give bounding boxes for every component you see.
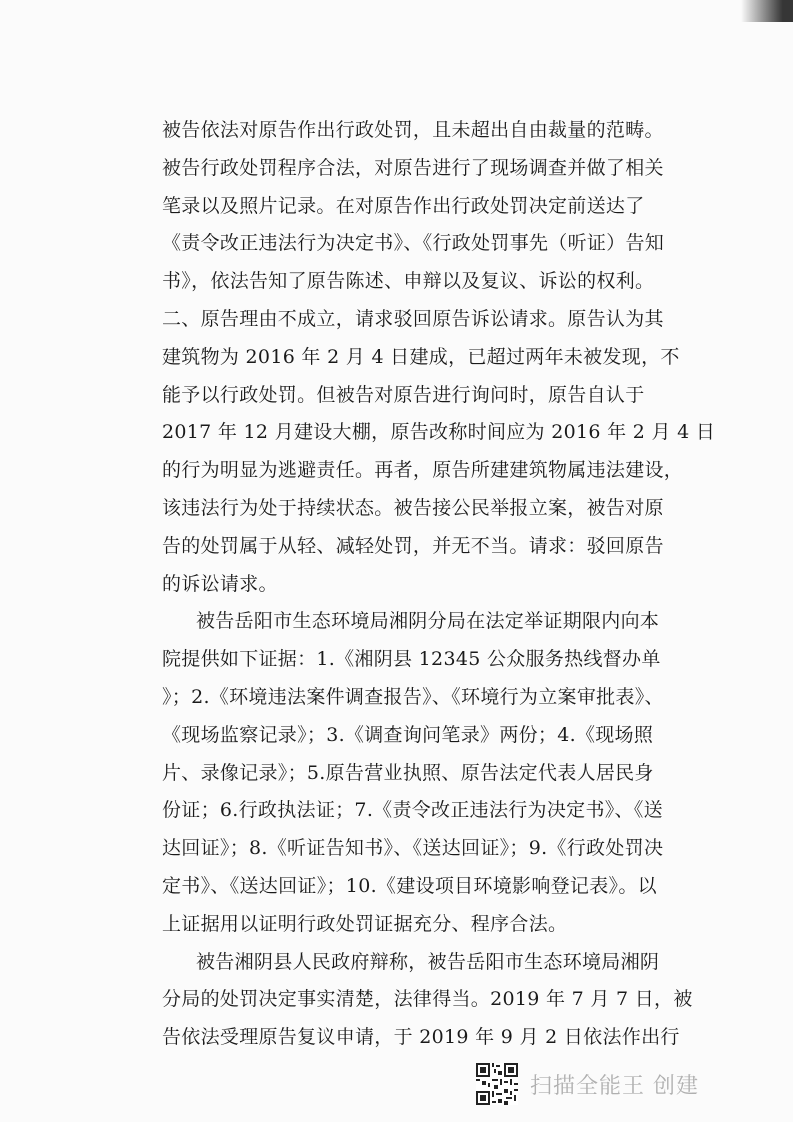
text-line: 笔录以及照片记录。在对原告作出行政处罚决定前送达了 bbox=[162, 194, 645, 217]
text-line: 告的处罚属于从轻、减轻处罚，并无不当。请求：驳回原告 bbox=[162, 534, 664, 557]
text-line: 建筑物为 2016 年 2 月 4 日建成，已超过两年未被发现，不 bbox=[162, 345, 680, 368]
text-line: 达回证》；8.《听证告知书》、《送达回证》；9.《行政处罚决 bbox=[162, 837, 664, 860]
document-body bbox=[162, 112, 722, 1057]
text-line: 定书》、《送达回证》；10.《建设项目环境影响登记表》。以 bbox=[162, 874, 657, 897]
qr-code-icon bbox=[476, 1063, 518, 1105]
text-line: 被告依法对原告作出行政处罚，且未超出自由裁量的范畴。 bbox=[162, 119, 664, 141]
text-line: 能予以行政处罚。但被告对原告进行询问时，原告自认于 bbox=[162, 383, 645, 406]
text-line: 的诉讼请求。 bbox=[162, 572, 278, 595]
paragraph-defense-reasons bbox=[162, 112, 722, 603]
text-line: 上证据用以证明行政处罚证据充分、程序合法。 bbox=[162, 912, 568, 935]
text-line: 》；2.《环境违法案件调查报告》、《环境行为立案审批表》、 bbox=[162, 685, 664, 708]
scanner-watermark bbox=[476, 1058, 699, 1110]
text-line: 的行为明显为逃避责任。再者，原告所建建筑物属违法建设， bbox=[162, 459, 684, 482]
text-line: 告依法受理原告复议申请，于 2019 年 9 月 2 日依法作出行 bbox=[162, 1026, 680, 1049]
text-line: 该违法行为处于持续状态。被告接公民举报立案，被告对原 bbox=[162, 496, 664, 519]
text-line: 《责令改正违法行为决定书》、《行政处罚事先（听证）告知 bbox=[162, 232, 665, 255]
text-line: 被告岳阳市生态环境局湘阴分局在法定举证期限内向本 bbox=[196, 610, 660, 633]
text-line: 片、录像记录》；5.原告营业执照、原告法定代表人居民身 bbox=[162, 761, 654, 784]
text-line: 分局的处罚决定事实清楚，法律得当。2019 年 7 月 7 日，被 bbox=[162, 988, 693, 1011]
text-line: 被告行政处罚程序合法，对原告进行了现场调查并做了相关 bbox=[162, 156, 664, 179]
text-line: 《现场监察记录》；3.《调查询问笔录》两份；4.《现场照 bbox=[162, 723, 654, 746]
text-line: 2017 年 12 月建设大棚，原告改称时间应为 2016 年 2 月 4 日 bbox=[162, 421, 716, 444]
text-line: 二、原告理由不成立，请求驳回原告诉讼请求。原告认为其 bbox=[162, 307, 664, 330]
text-line: 院提供如下证据：1.《湘阴县 12345 公众服务热线督办单 bbox=[162, 648, 661, 671]
scan-edge-shadow bbox=[741, 0, 793, 22]
watermark-label: 扫描全能王 创建 bbox=[530, 1073, 699, 1099]
text-line: 份证；6.行政执法证；7.《责令改正违法行为决定书》、《送 bbox=[162, 799, 663, 822]
paragraph-government-defense bbox=[162, 944, 722, 1057]
text-line: 被告湘阴县人民政府辩称，被告岳阳市生态环境局湘阴 bbox=[196, 950, 660, 973]
text-line: 书》，依法告知了原告陈述、申辩以及复议、诉讼的权利。 bbox=[162, 270, 655, 293]
paragraph-evidence bbox=[162, 603, 722, 943]
